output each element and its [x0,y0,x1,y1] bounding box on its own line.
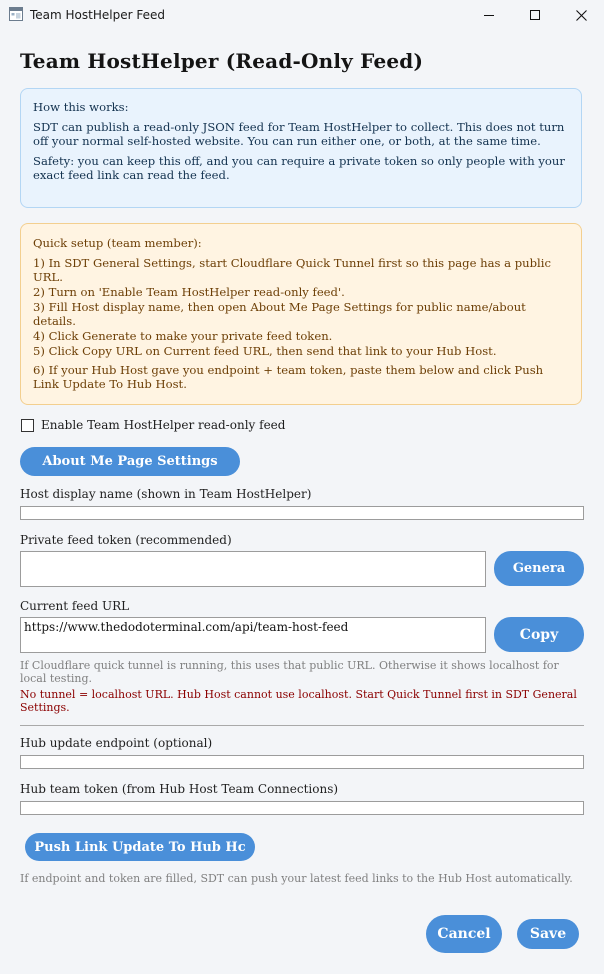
setup-step: 6) If your Hub Host gave you endpoint + team token, paste them below and click Push Link Update To Hub Host. [33,363,544,391]
minimize-button[interactable] [466,0,512,30]
hub-token-input[interactable] [20,801,584,815]
setup-step: 3) Fill Host display name, then open About Me Page Settings for public name/about details. [33,300,526,328]
generate-token-button[interactable]: Genera [494,551,584,586]
title-bar [0,0,604,30]
tunnel-warning: No tunnel = localhost URL. Hub Host cannot use localhost. Start Quick Tunnel first in SDT General Settings. [20,688,577,714]
safety-paragraph: Safety: you can keep this off, and you can require a private token so only people with your exact feed link can read the feed. [33,154,565,182]
copy-url-button[interactable]: Copy [494,617,584,652]
enable-feed-checkbox[interactable] [21,419,34,432]
minimize-icon [484,10,494,20]
hub-endpoint-label: Hub update endpoint (optional) [20,736,213,750]
hub-endpoint-input[interactable] [20,755,584,769]
app-window-icon [9,7,23,21]
enable-feed-label[interactable]: Enable Team HostHelper read-only feed [41,418,286,432]
close-button[interactable] [558,0,604,30]
host-display-name-input[interactable] [20,506,584,520]
host-display-name-label: Host display name (shown in Team HostHelper) [20,487,312,501]
setup-step: 5) Click Copy URL on Current feed URL, then send that link to your Hub Host. [33,344,497,358]
page-title: Team HostHelper (Read-Only Feed) [20,49,424,73]
enable-feed-checkbox-row[interactable] [21,418,285,432]
maximize-icon [530,10,540,20]
section-divider [20,725,584,726]
how-it-works-paragraph: SDT can publish a read-only JSON feed for Team HostHelper to collect. This does not turn off your normal self-hosted website. You can run either one, or both, at the same time. [33,120,565,148]
save-button[interactable]: Save [517,919,579,949]
how-it-works-box [20,88,582,208]
feed-url-label: Current feed URL [20,599,130,613]
maximize-button[interactable] [512,0,558,30]
private-token-input[interactable] [20,551,486,587]
private-token-label: Private feed token (recommended) [20,533,232,547]
push-note: If endpoint and token are filled, SDT can push your latest feed links to the Hub Host automatically. [20,872,573,885]
feed-url-input[interactable]: https://www.thedodoterminal.com/api/team-host-feed [20,617,486,653]
quick-setup-box [20,223,582,405]
quick-setup-heading: Quick setup (team member): [33,236,202,250]
push-link-update-button[interactable]: Push Link Update To Hub Hc [25,833,255,861]
how-it-works-heading: How this works: [33,100,129,114]
setup-step: 4) Click Generate to make your private feed token. [33,329,333,343]
about-me-settings-button[interactable]: About Me Page Settings [20,447,240,476]
cancel-button[interactable]: Cancel [426,915,502,953]
setup-step: 2) Turn on 'Enable Team HostHelper read-only feed'. [33,285,345,299]
feed-url-note: If Cloudflare quick tunnel is running, this uses that public URL. Otherwise it shows localhost for local testing. [20,659,559,685]
hub-token-label: Hub team token (from Hub Host Team Connections) [20,782,339,796]
window-title: Team HostHelper Feed [30,8,165,22]
close-icon [576,10,587,21]
setup-step: 1) In SDT General Settings, start Cloudflare Quick Tunnel first so this page has a public URL. [33,256,551,284]
